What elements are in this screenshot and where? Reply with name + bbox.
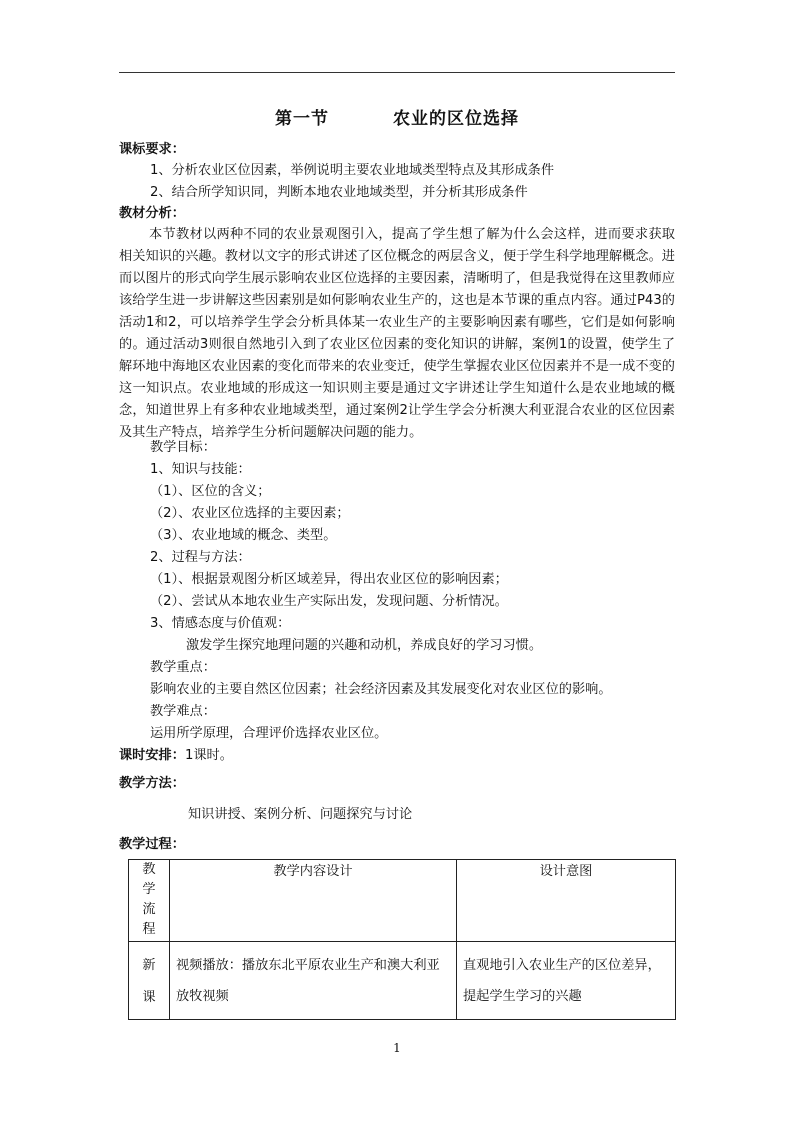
row-stage [129,942,170,1020]
title-topic: 农业的区位选择 [393,109,519,129]
difficulties-text: 运用所学原理，合理评价选择农业区位。 [150,726,388,741]
goal-item: 激发学生探究地理问题的兴趣和动机，养成良好的学习习惯。 [186,638,543,653]
table-header-content: 教学内容设计 [170,860,457,942]
key-points-text: 影响农业的主要自然区位因素；社会经济因素及其发展变化对农业区位的影响。 [150,682,612,697]
analysis-heading: 教材分析： [119,206,185,221]
goal-item: （1）、区位的含义； [150,484,271,499]
methods-text: 知识讲授、案例分析、问题探究与讨论 [188,807,413,822]
row-intent: 直观地引入农业生产的区位差异，提起学生学习的兴趣 [457,942,676,1020]
page-number: 1 [393,1041,401,1055]
process-heading: 教学过程： [119,837,185,852]
header-stage-text: 教 学 流 程 [142,862,156,937]
row-stage-text: 新 课 [142,958,156,1005]
goal-process-title: 2、过程与方法： [150,550,251,565]
curriculum-heading: 课标要求： [119,142,185,157]
goal-knowledge-title: 1、知识与技能： [150,462,251,477]
table-header-row [129,860,676,942]
goal-item: （3）、农业地域的概念、类型。 [150,528,337,543]
goal-item: （2）、尝试从本地农业生产实际出发，发现问题、分析情况。 [150,594,508,609]
difficulties-heading: 教学难点： [150,704,216,719]
curriculum-item: 2、结合所学知识同，判断本地农业地域类型，并分析其形成条件 [150,185,528,200]
methods-heading: 教学方法： [119,776,185,791]
key-points-heading: 教学重点： [150,660,216,675]
title-section-number: 第一节 [275,109,329,129]
goal-item: （2）、农业区位选择的主要因素； [150,506,350,521]
table-row [129,942,676,1020]
page-title [119,104,675,129]
header-rule [119,72,675,73]
schedule-line [119,745,233,767]
goals-heading: 教学目标： [150,440,216,455]
goal-emotion-title: 3、情感态度与价值观： [150,616,291,631]
goal-item: （1）、根据景观图分析区域差异，得出农业区位的影响因素； [150,572,508,587]
row-content: 视频播放：播放东北平原农业生产和澳大利亚放牧视频 [170,942,457,1020]
teaching-process-table [128,859,676,1020]
schedule-label: 课时安排： [119,748,185,763]
curriculum-item: 1、分析农业区位因素，举例说明主要农业地域类型特点及其形成条件 [150,163,555,178]
analysis-paragraph: 本节教材以两种不同的农业景观图引入，提高了学生想了解为什么会这样，进而要求获取相关知识的兴趣。教材以文字的形式讲述了区位概念的两层含义，便于学生科学地理解概念。进而以图片的形式向学生展示影响农业区位选择的主要因素，清晰明了，但是我觉得在这里教师应该给学生进一步讲解这些因素别是如何影响农业生产的，这也是本节课的重点内容。通过P43的活动1和2，可以培养学生学会分析具体某一农业生产的主要影响因素有哪些，它们是如何影响的。通过活动3则很自然地引入到了农业区位因素的变化知识的讲解，案例1的设置，使学生了解环地中海地区农业因素的变化而带来的农业变迁，使学生掌握农业区位因素并不是一成不变的这一知识点。农业地域的形成这一知识则主要是通过文字讲述让学生知道什么是农业地域的概念，知道世界上有多种农业地域类型，通过案例2让学生学会分析澳大利亚混合农业的区位因素及其生产特点，培养学生分析问题解决问题的能力。 [119,227,675,440]
table-header-intent: 设计意图 [457,860,676,942]
table-header-stage [129,860,170,942]
schedule-value: 1课时。 [184,748,233,763]
